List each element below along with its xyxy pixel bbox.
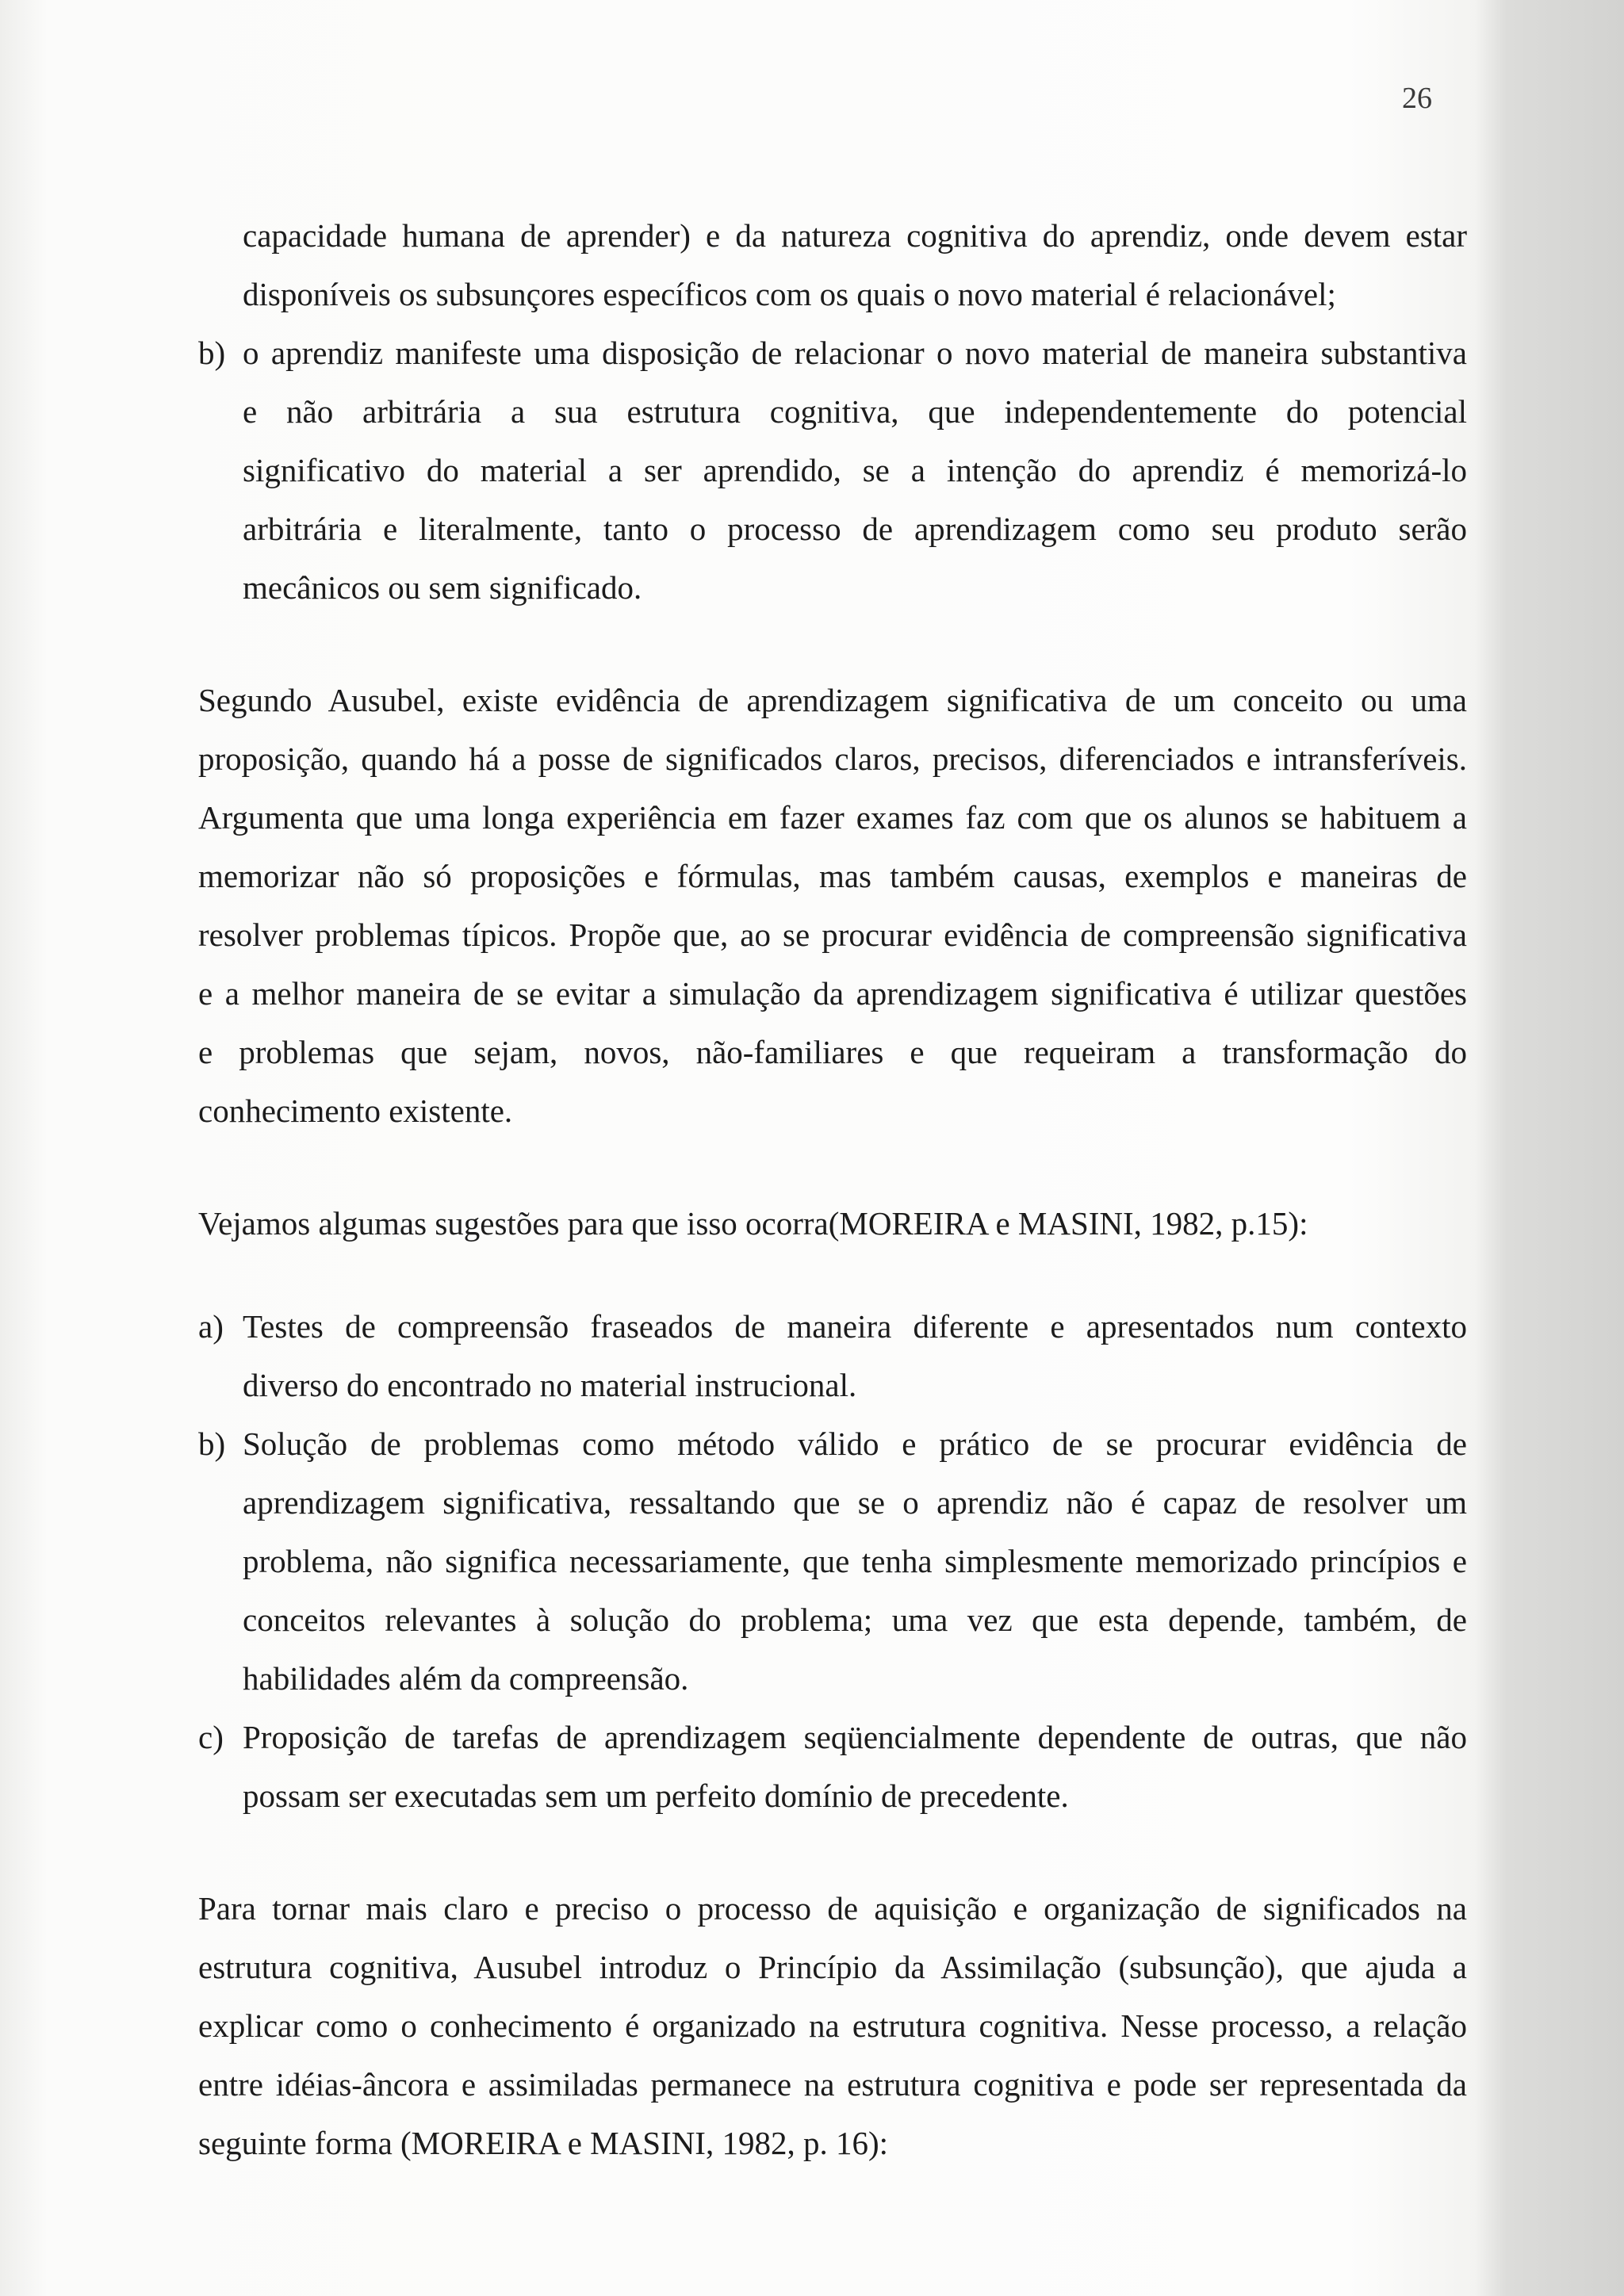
text-line: capacidade humana de aprender) e da natureza cognitiva do aprendiz, onde devem estar [243,217,1467,254]
text-line: explicar como o conhecimento é organizado na estrutura cognitiva. Nesse processo, a relação [198,2007,1467,2044]
text-line: significativo do material a ser aprendido, se a intenção do aprendiz é memorizá-lo [243,452,1467,488]
page-content [198,206,1467,2172]
text-line: habilidades além da compreensão. [243,1660,689,1697]
text-line: e problemas que sejam, novos, não-familiares e que requeiram a transformação do [198,1034,1467,1070]
list-label: a) [198,1308,224,1345]
text-line: conhecimento existente. [198,1093,513,1129]
list-label: b) [198,335,226,371]
list-item-a [198,1297,1467,1414]
paragraph-suggestions-intro [198,1194,1467,1253]
text-line: o aprendiz manifeste uma disposição de relacionar o novo material de maneira substantiva [243,335,1467,371]
text-line: seguinte forma (MOREIRA e MASINI, 1982, p. 16): [198,2125,889,2161]
text-line: problema, não significa necessariamente, que tenha simplesmente memorizado princípios e [243,1543,1467,1579]
text-line: entre idéias-âncora e assimiladas permanece na estrutura cognitiva e pode ser representada da [198,2066,1467,2103]
text-line: Para tornar mais claro e preciso o processo de aquisição e organização de significados na [198,1890,1467,1927]
text-line: mecânicos ou sem significado. [243,569,642,606]
text-line: conceitos relevantes à solução do problema; uma vez que esta depende, também, de [243,1601,1467,1638]
page-number: 26 [1402,82,1432,115]
text-line: e não arbitrária a sua estrutura cognitiva, que independentemente do potencial [243,393,1467,430]
text-line: resolver problemas típicos. Propõe que, ao se procurar evidência de compreensão significativa [198,916,1467,953]
list-item-c [198,1708,1467,1825]
list-label: b) [198,1425,226,1462]
text-line: arbitrária e literalmente, tanto o processo de aprendizagem como seu produto serão [243,511,1467,547]
text-line: Argumenta que uma longa experiência em fazer exames faz com que os alunos se habituem a [198,799,1467,836]
text-line: Solução de problemas como método válido e prático de se procurar evidência de [243,1425,1467,1462]
text-line: proposição, quando há a posse de significados claros, precisos, diferenciados e intransferíveis. [198,740,1467,777]
paragraph-ausubel-evidence [198,671,1467,1140]
paragraph-assimilation-principle [198,1879,1467,2172]
text-line: e a melhor maneira de se evitar a simulação da aprendizagem significativa é utilizar questões [198,975,1467,1012]
list-item-b [198,1414,1467,1708]
text-line: Testes de compreensão fraseados de maneira diferente e apresentados num contexto [243,1308,1467,1345]
list-item-a-continuation [198,206,1467,323]
text-line: Vejamos algumas sugestões para que isso ocorra(MOREIRA e MASINI, 1982, p.15): [198,1205,1308,1242]
text-line: aprendizagem significativa, ressaltando que se o aprendiz não é capaz de resolver um [243,1484,1467,1521]
text-line: Segundo Ausubel, existe evidência de aprendizagem significativa de um conceito ou uma [198,682,1467,718]
list-label: c) [198,1719,224,1755]
text-line: Proposição de tarefas de aprendizagem seqüencialmente dependente de outras, que não [243,1719,1467,1755]
text-line: disponíveis os subsunçores específicos com os quais o novo material é relacionável; [243,276,1336,312]
text-line: estrutura cognitiva, Ausubel introduz o Princípio da Assimilação (subsunção), que ajuda a [198,1949,1467,1985]
list-item-b [198,323,1467,617]
text-line: possam ser executadas sem um perfeito domínio de precedente. [243,1777,1069,1814]
text-line: diverso do encontrado no material instrucional. [243,1367,857,1403]
text-line: memorizar não só proposições e fórmulas, mas também causas, exemplos e maneiras de [198,858,1467,894]
